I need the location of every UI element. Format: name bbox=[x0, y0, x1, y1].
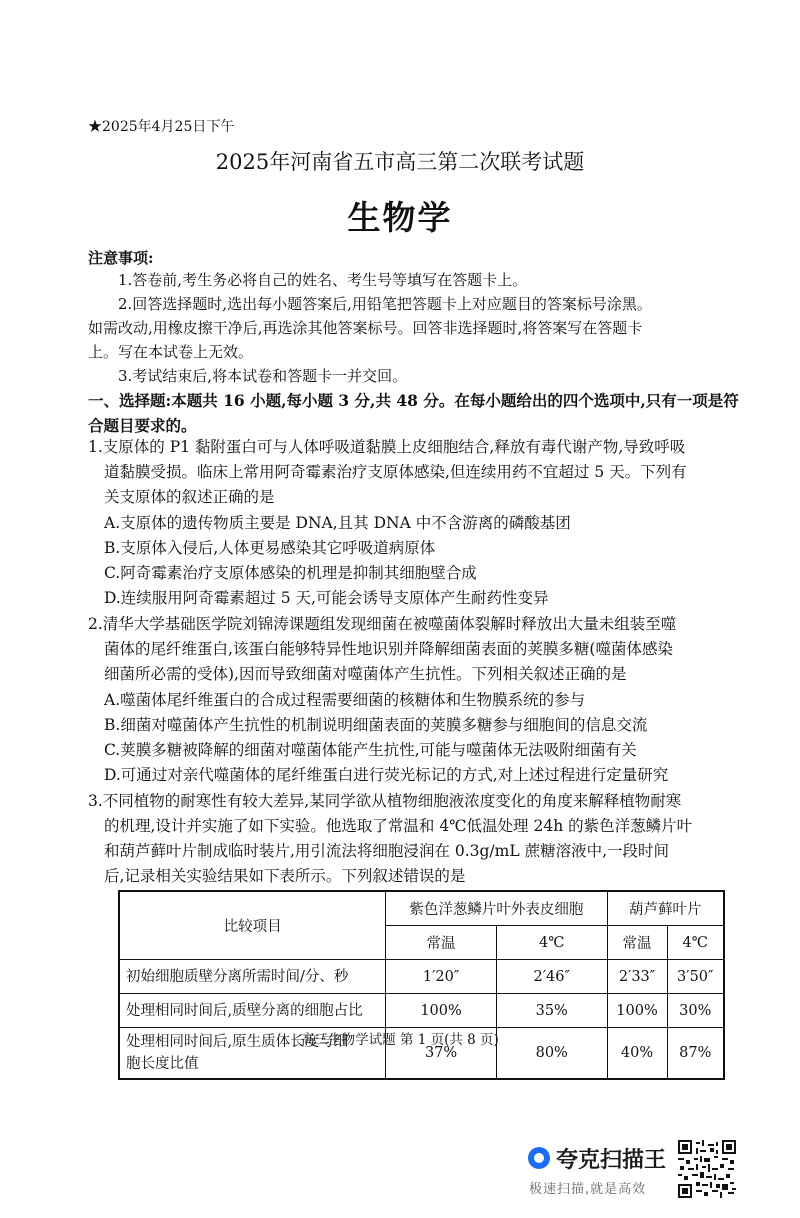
notes-item: 1.答卷前,考生务必将自己的姓名、考生号等填写在答题卡上。 bbox=[118, 271, 528, 289]
table-cell: 30% bbox=[667, 994, 724, 1028]
qr-code-icon bbox=[678, 1140, 736, 1198]
table-cell: 2′33″ bbox=[607, 960, 667, 994]
q2-option-c: C.荚膜多糖被降解的细菌对噬菌体能产生抗性,可能与噬菌体无法吸附细菌有关 bbox=[104, 741, 637, 759]
table-cell: 2′46″ bbox=[496, 960, 607, 994]
table-cell: 40% bbox=[607, 1028, 667, 1080]
quark-logo-icon bbox=[528, 1147, 550, 1169]
notes-item: 3.考试结束后,将本试卷和答题卡一并交回。 bbox=[118, 367, 408, 385]
q1-option-d: D.连续服用阿奇霉素超过 5 天,可能会诱导支原体产生耐药性变异 bbox=[104, 589, 549, 607]
table-row-label-line: 处理相同时间后,原生质体长度与细 bbox=[126, 1034, 349, 1050]
table-cell: 3′50″ bbox=[667, 960, 724, 994]
q3-stem-line: 3.不同植物的耐寒性有较大差异,某同学欲从植物细胞液浓度变化的角度来解释植物耐寒 bbox=[88, 792, 682, 810]
q1-stem-line: 道黏膜受损。临床上常用阿奇霉素治疗支原体感染,但连续用药不宜超过 5 天。下列有 bbox=[104, 463, 687, 481]
table-cell: 1′20″ bbox=[386, 960, 497, 994]
table-header-item: 比较项目 bbox=[119, 891, 386, 960]
q2-stem-line: 菌体的尾纤维蛋白,该蛋白能够特异性地识别并降解细菌表面的荚膜多糖(噬菌体感染 bbox=[104, 640, 673, 658]
notes-item: 如需改动,用橡皮擦干净后,再选涂其他答案标号。回答非选择题时,将答案写在答题卡 bbox=[88, 319, 643, 337]
table-cell: 35% bbox=[496, 994, 607, 1028]
table-cell: 80% bbox=[496, 1028, 607, 1080]
table-subheader: 常温 bbox=[386, 926, 497, 960]
q2-option-b: B.细菌对噬菌体产生抗性的机制说明细菌表面的荚膜多糖参与细胞间的信息交流 bbox=[104, 716, 648, 734]
q2-option-a: A.噬菌体尾纤维蛋白的合成过程需要细菌的核糖体和生物膜系统的参与 bbox=[104, 691, 586, 709]
table-row bbox=[119, 960, 724, 994]
table-cell: 37% bbox=[386, 1028, 497, 1080]
notes-item: 上。写在本试卷上无效。 bbox=[88, 343, 254, 361]
table-row-label-line: 胞长度比值 bbox=[126, 1056, 199, 1072]
q1-stem-line: 关支原体的叙述正确的是 bbox=[104, 488, 275, 506]
table-row-label: 处理相同时间后,质壁分离的细胞占比 bbox=[119, 994, 386, 1028]
table-subheader: 4℃ bbox=[496, 926, 607, 960]
q1-stem-line: 1.支原体的 P1 黏附蛋白可与人体呼吸道黏膜上皮细胞结合,释放有毒代谢产物,导致呼吸 bbox=[88, 438, 686, 456]
experiment-table bbox=[118, 890, 725, 1080]
notes-heading: 注意事项: bbox=[88, 249, 154, 267]
notes-item: 2.回答选择题时,选出每小题答案后,用铅笔把答题卡上对应题目的答案标号涂黑。 bbox=[118, 295, 652, 313]
table-cell: 87% bbox=[667, 1028, 724, 1080]
table-row bbox=[119, 994, 724, 1028]
scanner-slogan: 极速扫描,就是高效 bbox=[529, 1182, 647, 1197]
q2-stem-line: 2.清华大学基础医学院刘锦涛课题组发现细菌在被噬菌体裂解时释放出大量未组装至噬 bbox=[88, 615, 677, 633]
table-subheader: 常温 bbox=[607, 926, 667, 960]
exam-date: ★2025年4月25日下午 bbox=[88, 119, 235, 135]
q1-option-a: A.支原体的遗传物质主要是 DNA,且其 DNA 中不含游离的磷酸基团 bbox=[104, 514, 571, 532]
table-subheader: 4℃ bbox=[667, 926, 724, 960]
q3-stem-line: 和葫芦藓叶片制成临时装片,用引流法将细胞浸润在 0.3g/mL 蔗糖溶液中,一段时间 bbox=[104, 842, 669, 860]
scanner-app-name: 夸克扫描王 bbox=[556, 1148, 667, 1173]
table-header-group2: 葫芦藓叶片 bbox=[607, 891, 724, 926]
table-cell: 100% bbox=[386, 994, 497, 1028]
page-footer: 高三生物学试题 第 1 页(共 8 页) bbox=[301, 1032, 499, 1048]
q2-option-d: D.可通过对亲代噬菌体的尾纤维蛋白进行荧光标记的方式,对上述过程进行定量研究 bbox=[104, 766, 669, 784]
table-cell: 100% bbox=[607, 994, 667, 1028]
q3-stem-line: 后,记录相关实验结果如下表所示。下列叙述错误的是 bbox=[104, 867, 466, 885]
exam-title: 2025年河南省五市高三第二次联考试题 bbox=[215, 150, 585, 174]
q1-option-c: C.阿奇霉素治疗支原体感染的机理是抑制其细胞壁合成 bbox=[104, 564, 477, 582]
q1-option-b: B.支原体入侵后,人体更易感染其它呼吸道病原体 bbox=[104, 539, 436, 557]
exam-subject: 生物学 bbox=[347, 198, 453, 237]
q2-stem-line: 细菌所必需的受体),因而导致细菌对噬菌体产生抗性。下列相关叙述正确的是 bbox=[104, 665, 627, 683]
section-heading: 一、选择题:本题共 16 小题,每小题 3 分,共 48 分。在每小题给出的四个选项中,只有一项是符合题目要求的。 bbox=[88, 391, 739, 435]
table-header-group1: 紫色洋葱鳞片叶外表皮细胞 bbox=[386, 891, 607, 926]
q3-stem-line: 的机理,设计并实施了如下实验。他选取了常温和 4℃低温处理 24h 的紫色洋葱鳞片叶 bbox=[104, 817, 693, 835]
table-row-label: 初始细胞质壁分离所需时间/分、秒 bbox=[119, 960, 386, 994]
